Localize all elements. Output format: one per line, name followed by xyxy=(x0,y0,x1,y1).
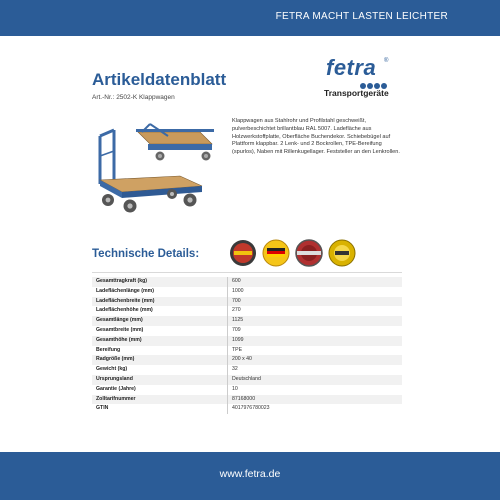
spec-value: 4017976780023 xyxy=(232,405,270,412)
article-number: Art.-Nr.: 2502-K Klappwagen xyxy=(92,94,175,101)
table-row xyxy=(92,355,402,365)
spec-label: Ladeflächenlänge (mm) xyxy=(96,287,154,294)
column-divider xyxy=(227,336,228,346)
spec-value: 1000 xyxy=(232,287,244,294)
column-divider xyxy=(227,365,228,375)
spec-value: 1099 xyxy=(232,336,244,343)
footer-url[interactable]: www.fetra.de xyxy=(219,468,281,480)
page-title: Artikeldatenblatt xyxy=(92,70,227,89)
column-divider xyxy=(227,375,228,385)
table-row xyxy=(92,336,402,346)
spec-value: 600 xyxy=(232,278,241,284)
quality-badge-icon xyxy=(228,238,258,268)
spec-value: 270 xyxy=(232,307,241,314)
spec-label: Zolltarifnummer xyxy=(96,395,136,402)
spec-label: GTIN xyxy=(96,405,109,412)
spec-label: Gesamtlänge (mm) xyxy=(96,317,143,324)
spec-value: 32 xyxy=(232,366,238,373)
spec-value: 200 x 40 xyxy=(232,356,252,363)
column-divider xyxy=(227,326,228,336)
column-divider xyxy=(227,395,228,405)
product-image-cart xyxy=(90,122,220,218)
column-divider xyxy=(227,355,228,365)
spec-label: Gesamtbreite (mm) xyxy=(96,326,144,333)
table-row xyxy=(92,346,402,356)
section-divider xyxy=(92,272,402,273)
table-row xyxy=(92,316,402,326)
fetra-logo: fetra xyxy=(326,55,377,80)
table-row xyxy=(92,297,402,307)
spec-label: Gesamttragkraft (kg) xyxy=(96,278,148,284)
table-row xyxy=(92,287,402,297)
spec-value: Deutschland xyxy=(232,375,261,382)
table-row xyxy=(92,395,402,405)
header-tagline: FETRA MACHT LASTEN LEICHTER xyxy=(275,11,448,22)
table-row xyxy=(92,306,402,316)
column-divider xyxy=(227,346,228,356)
made-in-germany-badge-icon xyxy=(261,238,291,268)
column-divider xyxy=(227,277,228,287)
logo-dots-icon xyxy=(360,76,400,84)
spec-label: Garantie (Jahre) xyxy=(96,385,136,392)
column-divider xyxy=(227,404,228,414)
totalstop-badge-icon xyxy=(294,238,324,268)
spec-label: Radgröße (mm) xyxy=(96,356,135,363)
rx-badge-icon xyxy=(327,238,357,268)
registered-mark: ® xyxy=(384,58,389,64)
spec-value: 700 xyxy=(232,297,241,304)
section-title: Technische Details: xyxy=(92,248,200,260)
spec-label: Gewicht (kg) xyxy=(96,366,128,373)
table-row xyxy=(92,326,402,336)
table-row xyxy=(92,404,402,414)
table-row xyxy=(92,375,402,385)
spec-label: Bereifung xyxy=(96,346,121,353)
logo-subtitle: Transportgeräte xyxy=(324,88,389,98)
spec-table xyxy=(92,277,402,414)
quality-badges xyxy=(228,238,400,268)
column-divider xyxy=(227,316,228,326)
spec-value: TPE xyxy=(232,346,243,353)
column-divider xyxy=(227,306,228,316)
spec-value: 709 xyxy=(232,326,241,333)
spec-label: Gesamthöhe (mm) xyxy=(96,336,142,343)
table-row xyxy=(92,277,402,287)
spec-label: Ursprungsland xyxy=(96,375,133,382)
footer-bar xyxy=(0,452,500,500)
spec-value: 10 xyxy=(232,385,238,392)
table-row xyxy=(92,385,402,395)
product-description: Klappwagen aus Stahlrohr und Profilstahl geschweißt, pulverbeschichtet brillantblau RAL 5007. Ladefläche aus Holzwerkstoffplatte, Oberfläche Buchendekor. Schiebebügel auf Plattform klappbar. 2 Lenk- und 2 Bockrollen, TPE-Bereifung (spurlos), Naben mit Rillenkugellager. Feststeller an den Lenkrollen. xyxy=(232,118,400,156)
column-divider xyxy=(227,287,228,297)
spec-label: Ladeflächenhöhe (mm) xyxy=(96,307,153,314)
spec-value: 1125 xyxy=(232,317,244,324)
spec-value: 87168000 xyxy=(232,395,256,402)
table-row xyxy=(92,365,402,375)
column-divider xyxy=(227,385,228,395)
column-divider xyxy=(227,297,228,307)
spec-label: Ladeflächenbreite (mm) xyxy=(96,297,155,304)
header-bar xyxy=(0,0,500,36)
